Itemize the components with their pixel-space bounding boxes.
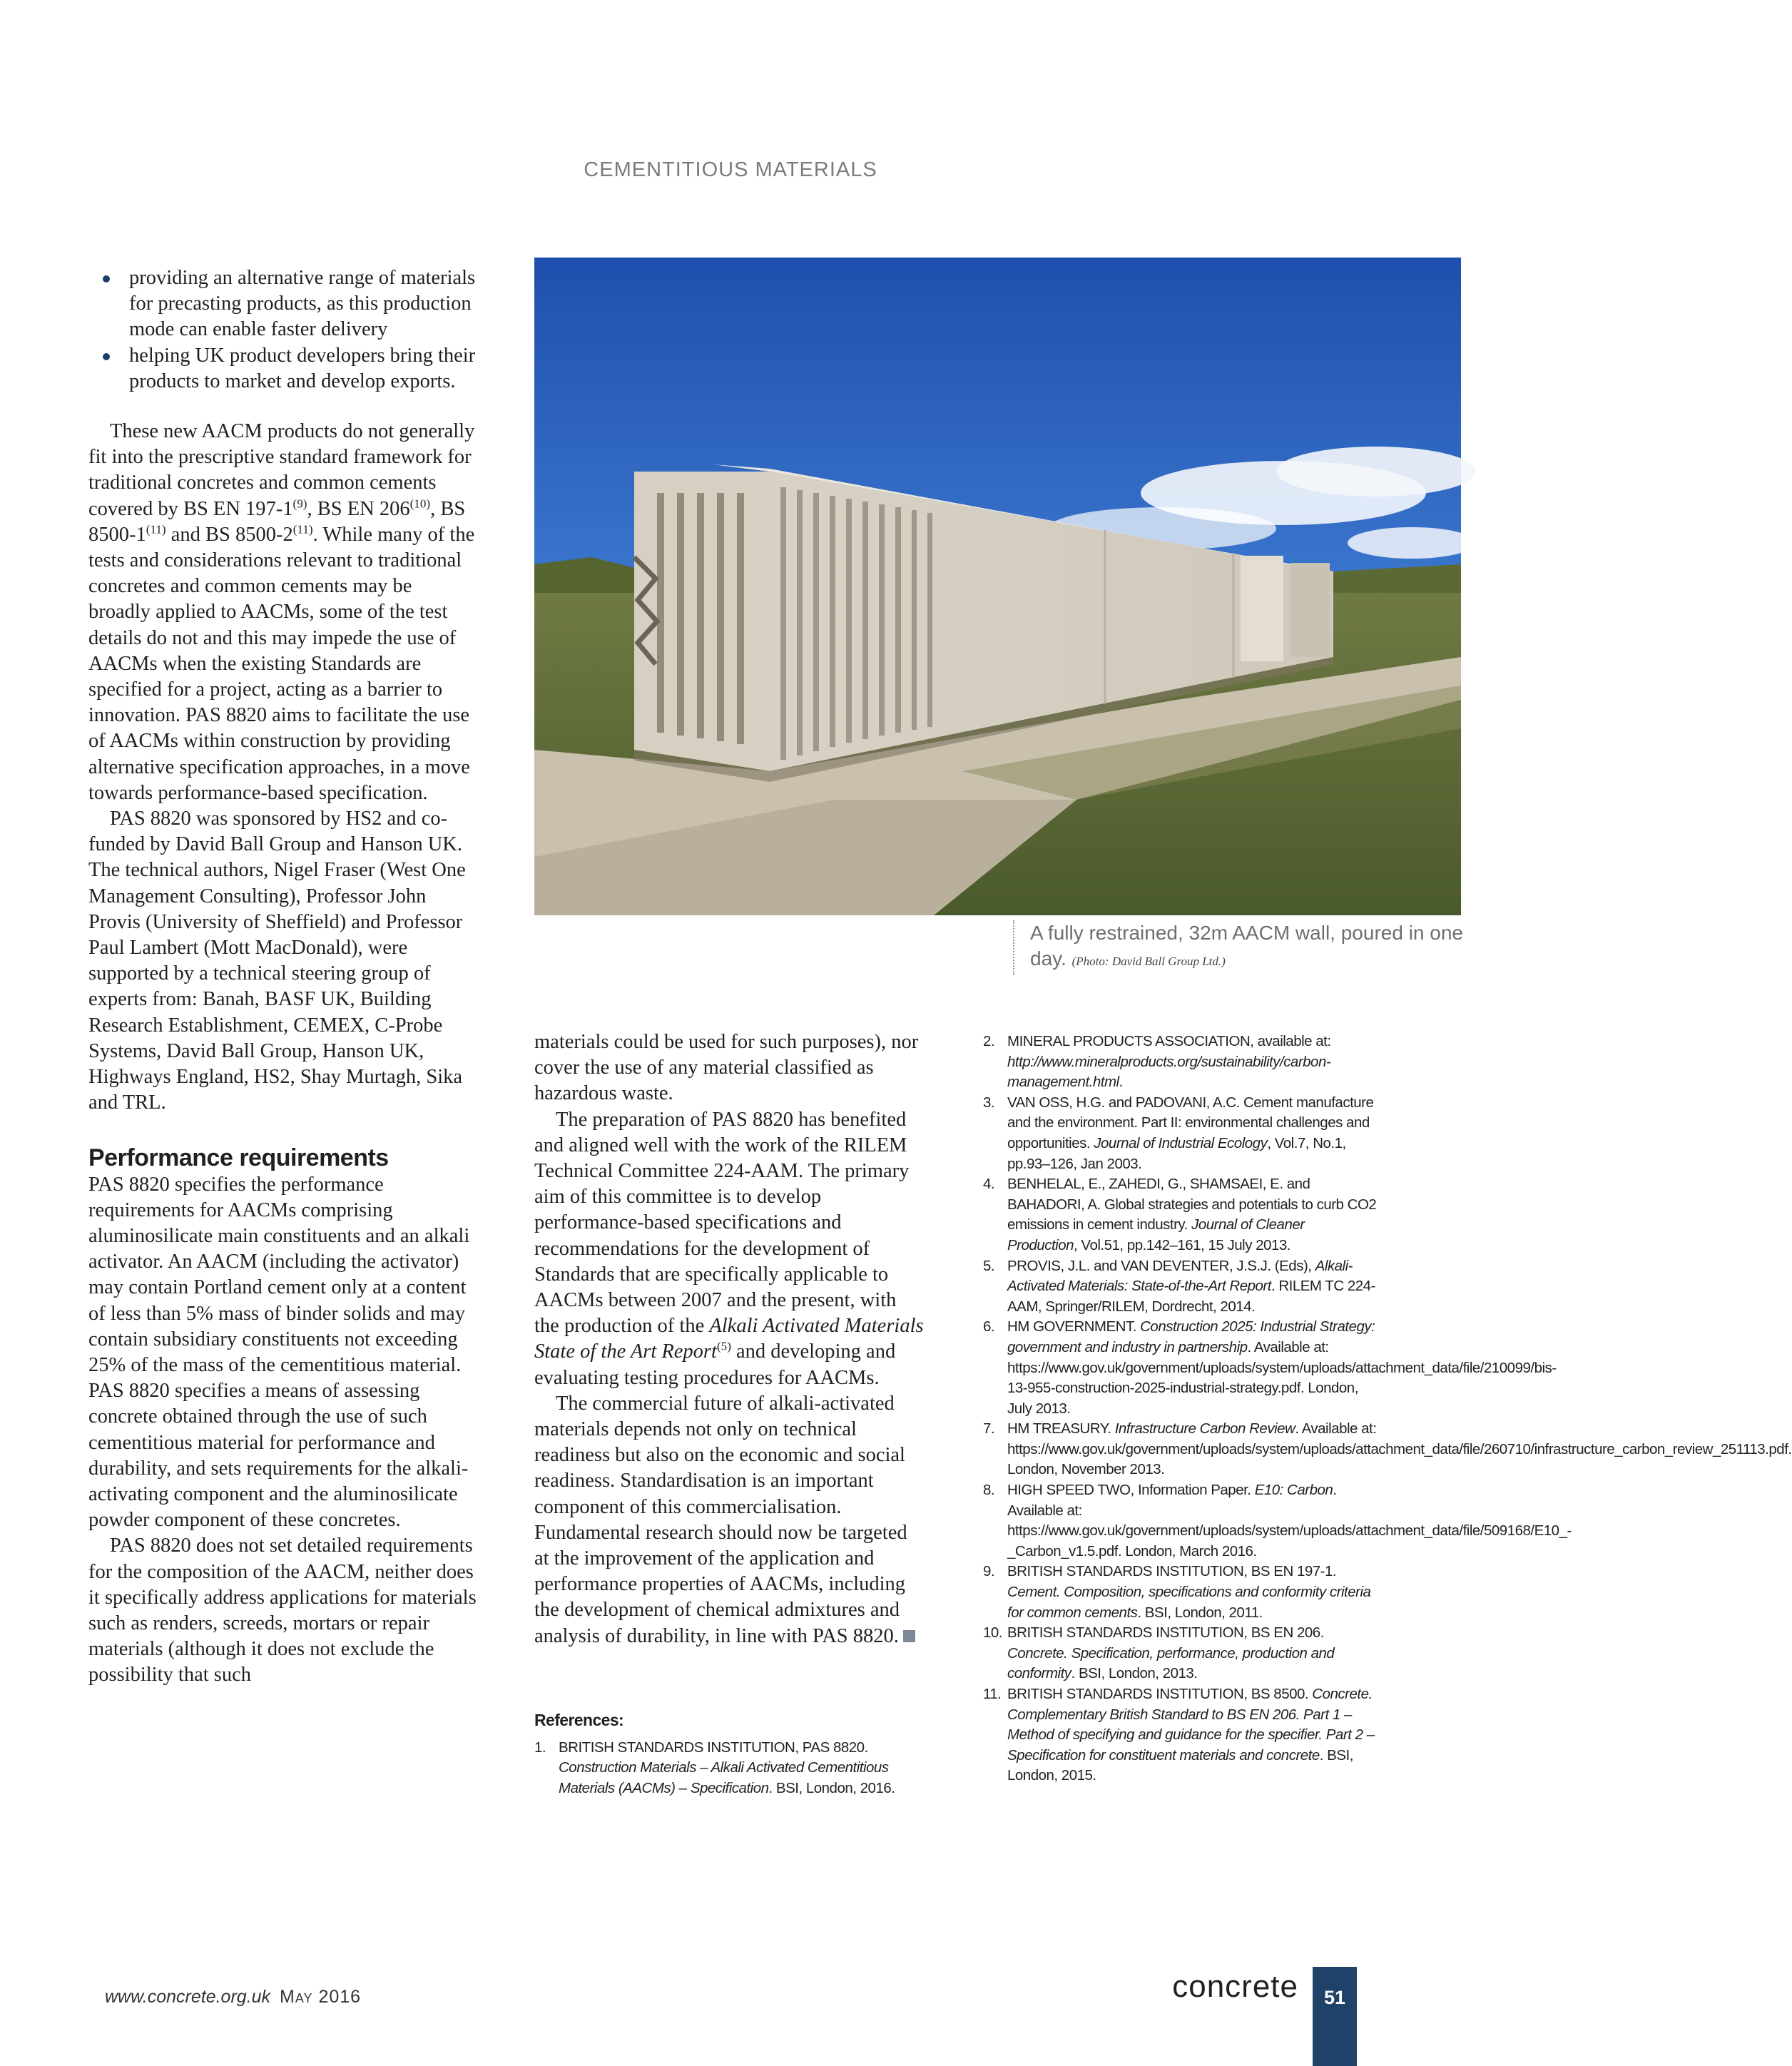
body-paragraph: The preparation of PAS 8820 has benefited and aligned well with the work of the RILEM Technical Committee 224-AAM. The primary aim of this committee is to develop performance-based specifications and recommendations for the development of Standards that are specifically applicable to AACMs between 2007 and the present, with the production of the Alkali Activated Materials State of the Art Report$^{(5)}$ and developing and evaluating testing procedures for AACMs.	[534, 1108, 924, 1389]
wall-photo	[534, 258, 1461, 915]
section-heading: Performance requirements	[88, 1144, 389, 1171]
wall-photo-illustration	[534, 258, 1461, 915]
reference-item: 6. HM GOVERNMENT. Construction 2025: Industrial Strategy: government and industry in partnership. Available at: https://www.gov.uk/government/uploads/system/uploads/attachment_data/file/210099/bis-13-955-construction-2025-industrial-strategy.pdf. London, July 2013.	[983, 1318, 1557, 1417]
photo-credit: (Photo: David Ball Group Ltd.)	[1071, 955, 1226, 968]
caption-text: A fully restrained, 32m AACM wall, poured in one day.	[1030, 922, 1463, 970]
reference-item: 10. BRITISH STANDARDS INSTITUTION, BS EN 206. Concrete. Specification, performance, production and conformity. BSI, London, 2013.	[983, 1624, 1335, 1682]
body-paragraph: PAS 8820 was sponsored by HS2 and co-funded by David Ball Group and Hanson UK. The technical authors, Nigel Fraser (West One Management Consulting), Professor John Provis (University of Sheffield) and Professor Paul Lambert (Mott MacDonald), were supported by a technical steering group of experts from: Banah, BASF UK, Building Research Establishment, CEMEX, C-Probe Systems, David Ball Group, Hanson UK, Highways England, HS2, Shay Murtagh, Sika and TRL.	[88, 808, 466, 1114]
column-1	[88, 265, 477, 1689]
footer-issue-date: May 2016	[280, 1987, 362, 2007]
photo-caption	[1013, 920, 1472, 975]
references-heading: References:	[534, 1710, 624, 1729]
reference-item: 7. HM TREASURY. Infrastructure Carbon Review. Available at: https://www.gov.uk/government/uploads/system/uploads/attachment_data/file/260710/infrastructure_carbon_review_251113.pdf. London, November 2013.	[983, 1420, 1792, 1478]
reference-item: 9. BRITISH STANDARDS INSTITUTION, BS EN 197-1. Cement. Composition, specifications and conformity criteria for common cements. BSI, London, 2011.	[983, 1563, 1371, 1621]
running-header: CEMENTITIOUS MATERIALS	[584, 158, 877, 181]
reference-item: 3. VAN OSS, H.G. and PADOVANI, A.C. Cement manufacture and the environment. Part II: environmental challenges and opportunities. Journal of Industrial Ecology, Vol.7, No.1, pp.93–126, Jan 2003.	[983, 1094, 1374, 1172]
end-mark	[903, 1630, 915, 1642]
page-number: 51	[1313, 1967, 1357, 2066]
footer-left	[105, 1987, 361, 2008]
reference-item: 11. BRITISH STANDARDS INSTITUTION, BS 8500. Concrete. Complementary British Standard to BS EN 206. Part 1 – Method of specifying and guidance for the specifier. Part 2 – Specification for constituent materials and concrete. BSI, London, 2015.	[983, 1686, 1375, 1784]
reference-item: 4. BENHELAL, E., ZAHEDI, G., SHAMSAEI, E. and BAHADORI, A. Global strategies and potentials to curb CO2 emissions in cement industry. Journal of Cleaner Production, Vol.51, pp.142–161, 15 July 2013.	[983, 1176, 1377, 1253]
body-paragraph: PAS 8820 specifies the performance requirements for AACMs comprising aluminosilicate main constituents and an alkali activator. An AACM (including the activator) may contain Portland cement only at a content of less than 5% mass of binder solids and may contain subsidiary constituents not exceeding 25% of the mass of the cementitious material. PAS 8820 specifies a means of assessing concrete obtained through the use of such cementitious material for performance and durability, and sets requirements for the alkali-activating component and the aluminosilicate powder component of these concretes.	[88, 1173, 470, 1532]
reference-item: 1. BRITISH STANDARDS INSTITUTION, PAS 8820. Construction Materials – Alkali Activated Cementitious Materials (AACMs) – Specification. BSI, London, 2016.	[534, 1739, 895, 1797]
body-paragraph: These new AACM products do not generally fit into the prescriptive standard framework for traditional concretes and common cements covered by BS EN 197-1$^{(9)}$, BS EN 206$^{(10)}$, BS 8500-1$^{(11)}$ and BS 8500-2$^{(11)}$. While many of the tests and considerations relevant to traditional concretes and common cements may be broadly applied to AACMs, some of the test details do not and this may impede the use of AACMs when the existing Standards are specified for a project, acting as a barrier to innovation. PAS 8820 aims to facilitate the use of AACMs within construction by providing alternative specification approaches, in a move towards performance-based specification.	[88, 420, 475, 804]
body-paragraph: PAS 8820 does not set detailed requirements for the composition of the AACM, neither does it specifically address applications for materials such as renders, screeds, mortars or repair materials (although it does not exclude the possibility that such	[88, 1535, 477, 1686]
column-2	[534, 1029, 925, 1799]
reference-item: 2. MINERAL PRODUCTS ASSOCIATION, available at: http://www.mineralproducts.org/sustainability/carbon-management.html.	[983, 1033, 1331, 1091]
list-item: helping UK product developers bring their products to market and develop exports.	[88, 343, 477, 395]
list-item: providing an alternative range of materials for precasting products, as this production mode can enable faster delivery	[88, 265, 477, 343]
body-paragraph: materials could be used for such purposes), nor cover the use of any material classified as hazardous waste.	[534, 1031, 919, 1105]
footer-url-link[interactable]: www.concrete.org.uk	[105, 1987, 271, 2007]
body-paragraph: The commercial future of alkali-activated materials depends not only on technical readiness but also on the economic and social readiness. Standardisation is an important component of this commercialisation. Fundamental research should now be targeted at the improvement of the application and performance properties of AACMs, including the development of chemical admixtures and analysis of durability, in line with PAS 8820.	[534, 1391, 925, 1649]
reference-item: 5. PROVIS, J.L. and VAN DEVENTER, J.S.J. (Eds), Alkali-Activated Materials: State-of-the-Art Report. RILEM TC 224-AAM, Springer/RILEM, Dordrecht, 2014.	[983, 1257, 1375, 1315]
bullet-list	[88, 265, 477, 395]
magazine-brand: concrete	[1172, 1969, 1298, 2004]
reference-item: 8. HIGH SPEED TWO, Information Paper. E10: Carbon. Available at: https://www.gov.uk/government/uploads/system/uploads/attachment_data/file/509168/E10_-_Carbon_v1.5.pdf. London, March 2016.	[983, 1482, 1572, 1559]
column-3-references	[983, 1032, 1792, 1786]
